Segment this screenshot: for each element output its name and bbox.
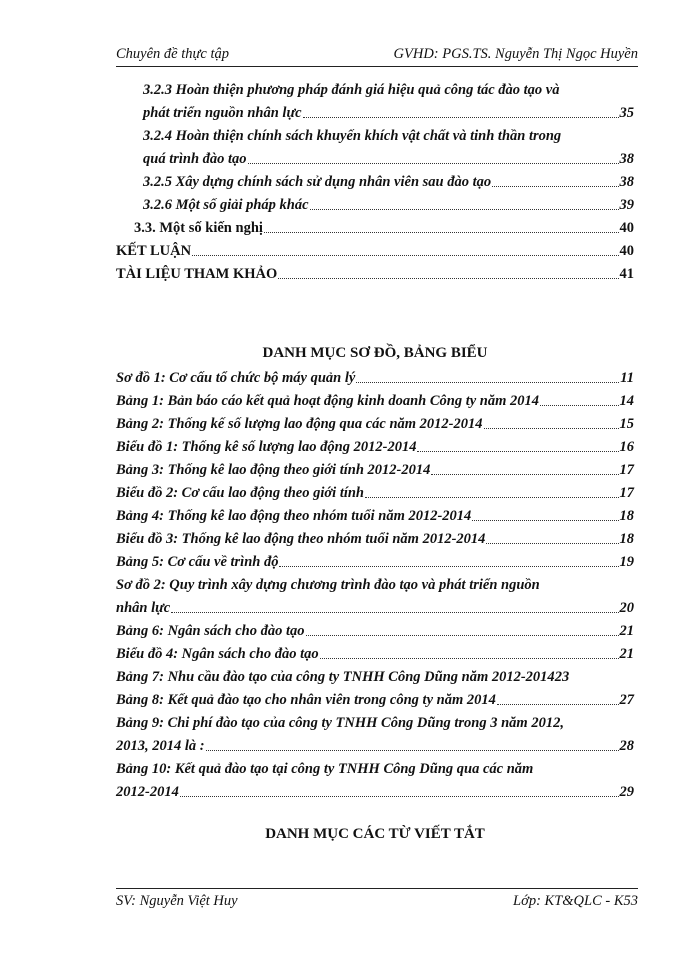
figure-entry-text: Bảng 4: Thống kê lao động theo nhóm tuổi năm 2012-2014 — [116, 508, 472, 524]
figures-list-title: DANH MỤC SƠ ĐỒ, BẢNG BIỂU — [262, 345, 488, 361]
page-number: 18 — [619, 531, 634, 547]
figure-entry-text: Bảng 10: Kết quả đào tạo tại công ty TNHH Công Dũng qua các năm — [116, 761, 534, 777]
page-number: 16 — [619, 439, 634, 455]
toc-entry-ket-luan[interactable] — [116, 237, 634, 260]
page-footer — [116, 888, 638, 913]
figure-entry[interactable] — [116, 525, 634, 548]
page-number: 40 — [619, 243, 634, 259]
toc-entry-text: 3.2.6 Một số giải pháp khác — [143, 197, 309, 213]
leader-dots — [206, 749, 619, 751]
figure-entry-text: Biểu đồ 2: Cơ cấu lao động theo giới tính — [116, 485, 365, 501]
figure-entry-text: 2012-2014 — [116, 784, 179, 800]
page-number: 38 — [619, 174, 634, 190]
toc-entry-text: 3.2.4 Hoàn thiện chính sách khuyến khích vật chất và tinh thần trong — [143, 128, 562, 144]
page-number: 29 — [619, 784, 634, 800]
page-number: 14 — [619, 393, 634, 409]
figure-entry-text: Bảng 2: Thống kế số lượng lao động qua các năm 2012-2014 — [116, 416, 483, 432]
page-number: 40 — [619, 220, 634, 236]
page-number: 15 — [619, 416, 634, 432]
leader-dots — [180, 795, 619, 797]
page-header — [116, 44, 638, 67]
figure-entry-text: Sơ đồ 1: Cơ cấu tổ chức bộ máy quản lý — [116, 370, 356, 386]
page-number: 21 — [619, 646, 634, 662]
page-number: 20 — [619, 600, 634, 616]
figure-entry[interactable] — [116, 640, 634, 663]
page-number: 11 — [620, 370, 634, 386]
page-number: 19 — [619, 554, 634, 570]
figure-entry[interactable] — [116, 571, 634, 617]
figure-entry[interactable] — [116, 387, 634, 410]
page-number: 21 — [619, 623, 634, 639]
page-number: 35 — [619, 105, 634, 121]
page-number: 39 — [619, 197, 634, 213]
page-number: 23 — [554, 669, 570, 685]
figure-entry-text: Bảng 1: Bản báo cáo kết quả hoạt động kinh doanh Công ty năm 2014 — [116, 393, 539, 409]
toc-entry-3-2-5[interactable] — [116, 168, 634, 191]
figure-entry[interactable] — [116, 433, 634, 456]
toc-entry-text: KẾT LUẬN — [116, 243, 192, 259]
figure-entry[interactable] — [116, 755, 634, 801]
leader-dots — [306, 634, 619, 636]
figure-entry-text: Biểu đồ 1: Thống kê số lượng lao động 2012-2014 — [116, 439, 417, 455]
leader-dots — [264, 231, 619, 233]
leader-dots — [279, 565, 618, 567]
figure-entry-text: Biểu đồ 3: Thống kê lao động theo nhóm tuổi năm 2012-2014 — [116, 531, 486, 547]
leader-dots — [492, 185, 618, 187]
figure-entry[interactable] — [116, 686, 634, 709]
leader-dots — [497, 703, 619, 705]
leader-dots — [486, 542, 618, 544]
leader-dots — [248, 162, 619, 164]
leader-dots — [431, 473, 618, 475]
figure-entry-text: Sơ đồ 2: Quy trình xây dựng chương trình đào tạo và phát triển nguồn — [116, 577, 540, 593]
page-number: 27 — [619, 692, 634, 708]
figure-entry[interactable] — [116, 479, 634, 502]
leader-dots — [365, 496, 618, 498]
figure-entry-text: 2013, 2014 là : — [116, 738, 205, 754]
header-right: GVHD: PGS.TS. Nguyễn Thị Ngọc Huyền — [393, 46, 638, 62]
page-number: 17 — [619, 462, 634, 478]
leader-dots — [310, 208, 619, 210]
leader-dots — [303, 116, 619, 118]
figure-entry[interactable] — [116, 410, 634, 433]
figure-entry-text: nhân lực — [116, 600, 171, 616]
figure-entry-text: Bảng 9: Chi phí đào tạo của công ty TNHH Công Dũng trong 3 năm 2012, — [116, 715, 564, 731]
toc-entry-text: 3.2.5 Xây dựng chính sách sử dụng nhân viên sau đào tạo — [143, 174, 492, 190]
figure-entry[interactable] — [116, 617, 634, 640]
leader-dots — [192, 254, 618, 256]
footer-right: Lớp: KT&QLC - K53 — [513, 893, 638, 909]
leader-dots — [484, 427, 619, 429]
figure-entry-text: Bảng 5: Cơ cấu về trình độ — [116, 554, 279, 570]
page-number: 41 — [619, 266, 634, 282]
toc-entry-text: TÀI LIỆU THAM KHẢO — [116, 266, 278, 282]
toc-entry-3-2-4[interactable] — [116, 122, 634, 168]
page-number: 38 — [619, 151, 634, 167]
figure-entry[interactable] — [116, 456, 634, 479]
leader-dots — [320, 657, 619, 659]
figure-entry-text: Bảng 6: Ngân sách cho đào tạo — [116, 623, 305, 639]
figure-entry-text: Bảng 7: Nhu cầu đào tạo của công ty TNHH Công Dũng năm 2012-2014 — [116, 669, 555, 685]
figure-entry[interactable] — [116, 364, 634, 387]
figure-entry-text: Bảng 8: Kết quả đào tạo cho nhân viên trong công ty năm 2014 — [116, 692, 496, 708]
table-of-contents — [116, 76, 634, 283]
figure-entry-text: Biểu đồ 4: Ngân sách cho đào tạo — [116, 646, 319, 662]
figure-entry[interactable] — [116, 663, 634, 686]
figure-entry[interactable] — [116, 548, 634, 571]
page-number: 28 — [619, 738, 634, 754]
leader-dots — [472, 519, 618, 521]
toc-entry-3-3[interactable] — [116, 214, 634, 237]
page-number: 18 — [619, 508, 634, 524]
figures-list — [116, 364, 634, 801]
toc-entry-3-2-6[interactable] — [116, 191, 634, 214]
leader-dots — [278, 277, 618, 279]
page-number: 17 — [619, 485, 634, 501]
header-left: Chuyên đề thực tập — [116, 46, 230, 62]
figure-entry[interactable] — [116, 709, 634, 755]
toc-entry-text: 3.2.3 Hoàn thiện phương pháp đánh giá hiệu quả công tác đào tạo và — [143, 82, 560, 98]
figure-entry[interactable] — [116, 502, 634, 525]
toc-entry-text: quá trình đào tạo — [143, 151, 247, 167]
figure-entry-text: Bảng 3: Thống kê lao động theo giới tính 2012-2014 — [116, 462, 431, 478]
toc-entry-tai-lieu[interactable] — [116, 260, 634, 283]
toc-entry-3-2-3[interactable] — [116, 76, 634, 122]
toc-entry-text: 3.3. Một số kiến nghị — [134, 220, 263, 236]
toc-entry-text: phát triển nguồn nhân lực — [143, 105, 302, 121]
leader-dots — [356, 381, 619, 383]
abbreviations-title: DANH MỤC CÁC TỪ VIẾT TẮT — [265, 826, 485, 842]
leader-dots — [171, 611, 618, 613]
leader-dots — [417, 450, 618, 452]
footer-left: SV: Nguyễn Việt Huy — [116, 893, 238, 909]
leader-dots — [540, 404, 619, 406]
